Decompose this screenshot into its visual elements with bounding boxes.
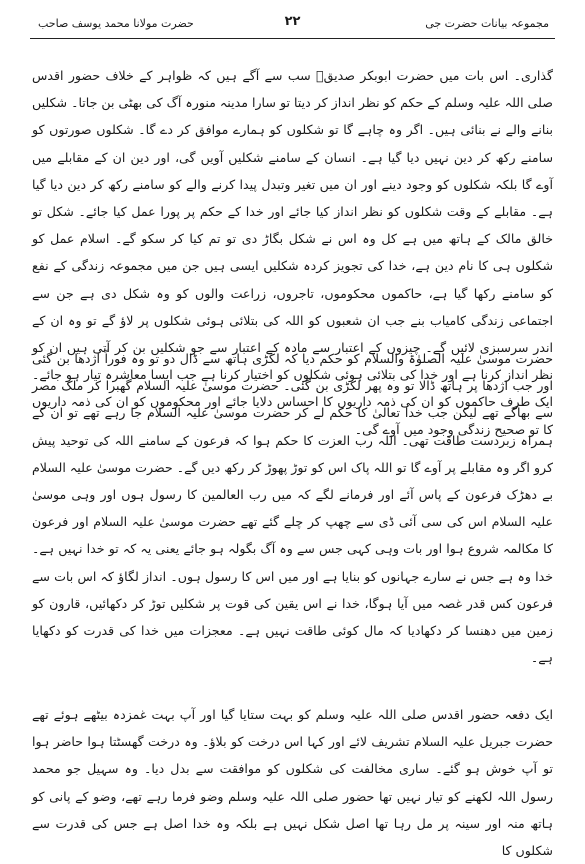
- paragraph-2: حضرت موسیٰ علیہ الصلوٰۃ والسلام کو حکم دیا کہ لکڑی ہاتھ سے ڈال دو تو وہ فوراً اژدھا بن گئی اور جب اژدھا پر ہاتھ ڈالا تو وہ پھر لکڑی بن گئی۔ حضرت موسیٰ علیہ السلام گھبرا کر ملک مصر سے بھاگے تھے لیکن جب خدا تعالیٰ کا حکم لے کر حضرت موسیٰ علیہ السلام جا رہے تھے تو ان کے ہمراہ زبردست طاقت تھی۔ اللہ رب العزت کا حکم ہوا کہ فرعون کے سامنے اللہ کی توحید پیش کرو اگر وہ مقابلے پر آوے گا تو اللہ پاک اس کو توڑ پھوڑ کر رکھ دیں گے۔ حضرت موسیٰ علیہ السلام بے دھڑک فرعون کے پاس آئے اور فرمانے لگے کہ میں رب العالمین کا رسول ہوں اور وہی موسیٰ علیہ السلام اس کی سی آئی ڈی سے چھپ کر چلے گئے تھے حضرت موسیٰ علیہ السلام اور فرعون کا مکالمہ شروع ہوا اور بات وہی کہی جس سے وہ آگ بگولہ ہو جائے یعنی یہ کہ تو خدا نہیں ہے۔ خدا وہ ہے جس نے سارے جہانوں کو بنایا ہے اور میں اس کا رسول ہوں۔ انداز لگاؤ کہ اس بات سے فرعون کس قدر غصہ میں آیا ہوگا، خدا نے اس یقین کی قوت پر شکلیں توڑ کر دکھائیں، قارون کو زمین میں دھنسا کر دکھادیا کہ مال کوئی طاقت نہیں ہے۔ معجزات میں خدا کی قدرت کو دکھایا ہے۔: [32, 351, 553, 666]
- running-header: [30, 14, 555, 36]
- page-body: [32, 62, 553, 859]
- header-rule: [30, 38, 555, 39]
- paragraph-1: گذاری۔ اس بات میں حضرت ابوبکر صدیقؓ سب سے آگے ہیں کہ ظواہر کے خلاف حضور اقدس صلی اللہ علیہ وسلم کے حکم کو نظر انداز کر دیتا تو سارا مدینہ منورہ آگ کی بھٹی بن جاتا۔ شکلیں بنانے والے نے بنائی ہیں۔ اگر وہ چاہے گا تو شکلوں کو ہمارے موافق کر دے گا۔ شکلوں صورتوں کو سامنے رکھ کر دین نہیں دیا گیا ہے۔ انسان کے سامنے شکلیں آویں گی، اور دین ان کے مقابلے میں آوے گا بلکہ شکلوں کو وجود دینے اور ان میں تغیر وتبدل پیدا کرنے والے کو سامنے رکھ کر دین دیا گیا ہے۔ مقابلے کے وقت شکلوں کو نظر انداز کیا جائے اور خدا کے حکم پر پورا عمل کیا جائے۔ شکل تو خالق مالک کے ہاتھ میں ہے کل وہ اس نے شکل بگاڑ دی تو تم کیا کر سکو گے۔ اسلام عمل کو شکلوں ہی کا نام دین ہے، خدا کی تجویز کردہ شکلیں ایسی ہیں جن میں مجموعہ زندگی کے نفع کو سامنے رکھا گیا ہے، حاکموں محکوموں، تاجروں، زراعت والوں کو وہ شکل دی ہے جن سے اجتماعی زندگی کامیاب بنے جب ان شعبوں کو اللہ کی بتلائی ہوئی شکلوں پر لاؤ گے تو وہ ان کے اندر سرسبزی لائیں گے۔ چیزوں کے اعتبار سے مادہ کے اعتبار سے جو شکلیں بن کر آتی ہیں ان کو نظر انداز کرنا ہے اور خدا کی بتلائی ہوئی شکلوں کو اختیار کرنا ہے جب ایسا معاشرہ تیار ہو جائے۔ ایک طرف حاکموں کو ان کی ذمہ داریوں کا احساس دلایا جائے اور محکوموں کو ان کی ذمہ داریوں کا تو صحیح زندگی وجود میں آوے گی۔: [32, 68, 553, 437]
- header-book-title: مجموعہ بیانات حضرت جی: [425, 17, 549, 30]
- header-author: حضرت مولانا محمد یوسف صاحب: [38, 17, 194, 30]
- page-number: ۲۲: [284, 14, 301, 29]
- paragraph-3: ایک دفعہ حضور اقدس صلی اللہ علیہ وسلم کو بہت ستایا گیا اور آپ بہت غمزدہ بیٹھے ہوئے تھے حضرت جبریل علیہ السلام تشریف لائے اور کہا اس درخت کو بلاؤ۔ وہ درخت گھسٹتا ہوا حاضر ہوا تو آپ خوش ہو گئے۔ ساری مخالفت کی شکلوں کو موافقت سے بدل دیا۔ وہ سہیل جو محمد رسول اللہ لکھنے کو تیار نہیں تھا حضور صلی اللہ علیہ وسلم وضو فرما رہے تھے، وضو کے پانی کو ہاتھ منہ اور سینہ پر مل رہا تھا اصل شکل نہیں ہے بلکہ وہ خدا اصل ہے جس کی قدرت سے شکلوں کا: [32, 707, 553, 859]
